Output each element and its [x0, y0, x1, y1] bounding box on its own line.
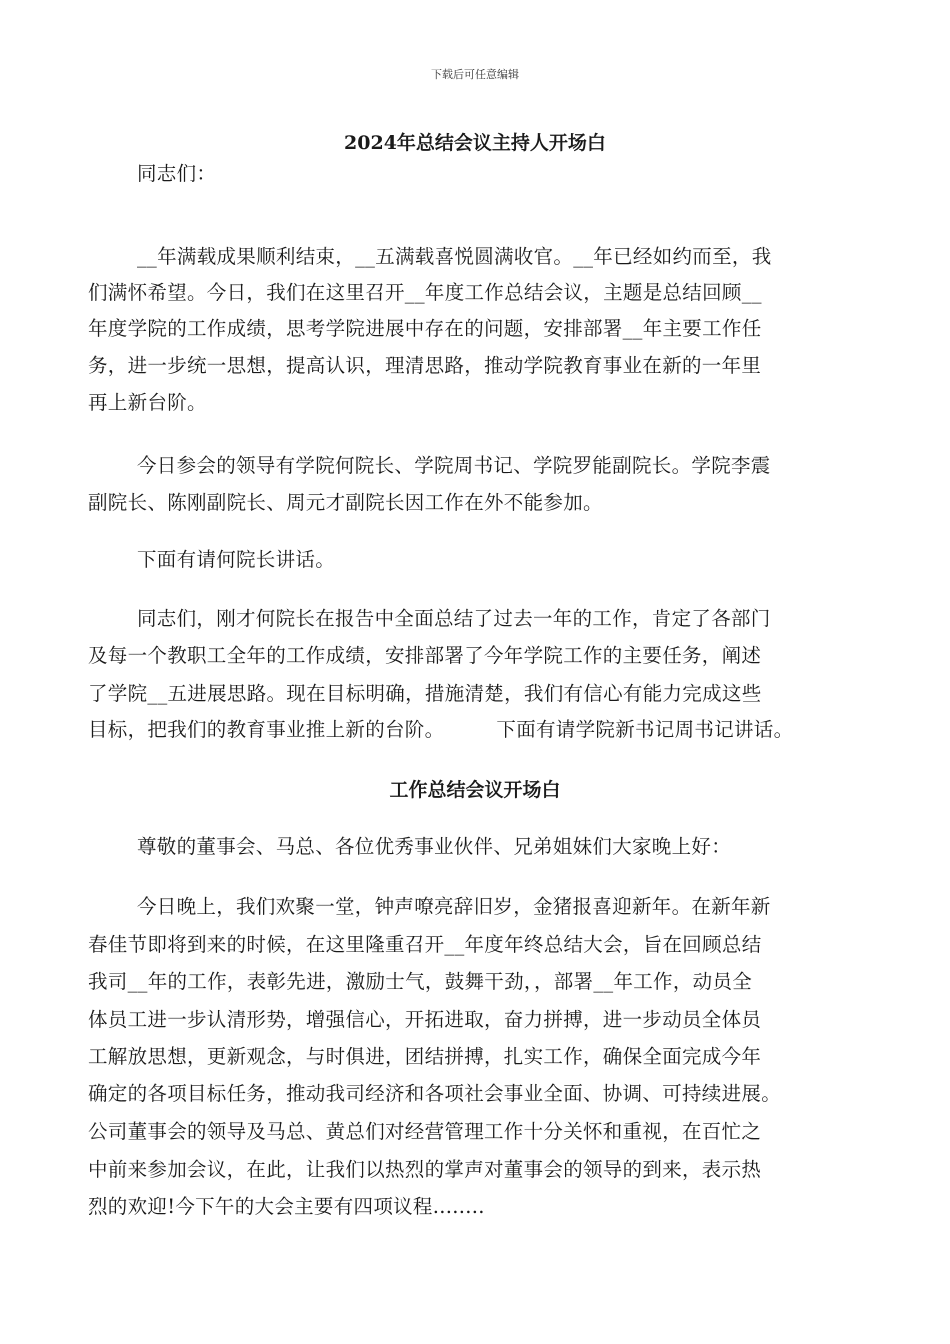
- greeting: 尊敬的董事会、马总、各位优秀事业伙伴、兄弟姐妹们大家晚上好：: [137, 835, 732, 858]
- paragraph-2-line-2: 副院长、陈刚副院长、周元才副院长因工作在外不能参加。: [88, 491, 603, 514]
- document-title: 2024年总结会议主持人开场白: [344, 132, 606, 154]
- paragraph-1-line-3: 年度学院的工作成绩，思考学院进展中存在的问题，安排部署__年主要工作任: [88, 317, 762, 340]
- paragraph-5-line-5: 工解放思想，更新观念，与时俱进，团结拼搏，扎实工作，确保全面完成今年: [88, 1045, 762, 1068]
- paragraph-4-line-4: 目标，把我们的教育事业推上新的台阶。 下面有请学院新书记周书记讲话。: [88, 718, 794, 741]
- paragraph-2-line-1: 今日参会的领导有学院何院长、学院周书记、学院罗能副院长。学院李震: [137, 454, 771, 477]
- paragraph-5-line-7: 公司董事会的领导及马总、黄总们对经营管理工作十分关怀和重视，在百忙之: [88, 1120, 762, 1143]
- salutation: 同志们：: [137, 162, 217, 185]
- paragraph-1-line-4: 务，进一步统一思想，提高认识，理清思路，推动学院教育事业在新的一年里: [88, 354, 762, 377]
- paragraph-3-line-1: 下面有请何院长讲话。: [137, 548, 336, 571]
- paragraph-5-line-9: 烈的欢迎!今下午的大会主要有四项议程........: [88, 1195, 485, 1218]
- paragraph-4-line-2: 及每一个教职工全年的工作成绩，安排部署了今年学院工作的主要任务，阐述: [88, 644, 762, 667]
- paragraph-1-line-1: __年满载成果顺利结束，__五满载喜悦圆满收官。__年已经如约而至，我: [137, 245, 772, 268]
- paragraph-4-line-3: 了学院__五进展思路。现在目标明确，措施清楚，我们有信心有能力完成这些: [88, 682, 762, 705]
- section-title: 工作总结会议开场白: [389, 779, 561, 801]
- paragraph-5-line-8: 中前来参加会议，在此，让我们以热烈的掌声对董事会的领导的到来，表示热: [88, 1158, 762, 1181]
- paragraph-5-line-3: 我司__年的工作，表彰先进，激励士气，鼓舞干劲，，部署__年工作，动员全: [88, 970, 753, 993]
- paragraph-4-line-1: 同志们，刚才何院长在报告中全面总结了过去一年的工作，肯定了各部门: [137, 607, 771, 630]
- paragraph-1-line-2: 们满怀希望。今日，我们在这里召开__年度工作总结会议，主题是总结回顾__: [88, 281, 762, 304]
- header-note: 下载后可任意编辑: [431, 68, 519, 81]
- paragraph-1-line-5: 再上新台阶。: [88, 391, 207, 414]
- paragraph-5-line-1: 今日晚上，我们欢聚一堂，钟声嘹亮辞旧岁，金猪报喜迎新年。在新年新: [137, 895, 771, 918]
- paragraph-5-line-4: 体员工进一步认清形势，增强信心，开拓进取，奋力拼搏，进一步动员全体员: [88, 1008, 762, 1031]
- paragraph-5-line-2: 春佳节即将到来的时候，在这里隆重召开__年度年终总结大会，旨在回顾总结: [88, 933, 762, 956]
- paragraph-5-line-6: 确定的各项目标任务，推动我司经济和各项社会事业全面、协调、可持续进展。: [88, 1082, 782, 1105]
